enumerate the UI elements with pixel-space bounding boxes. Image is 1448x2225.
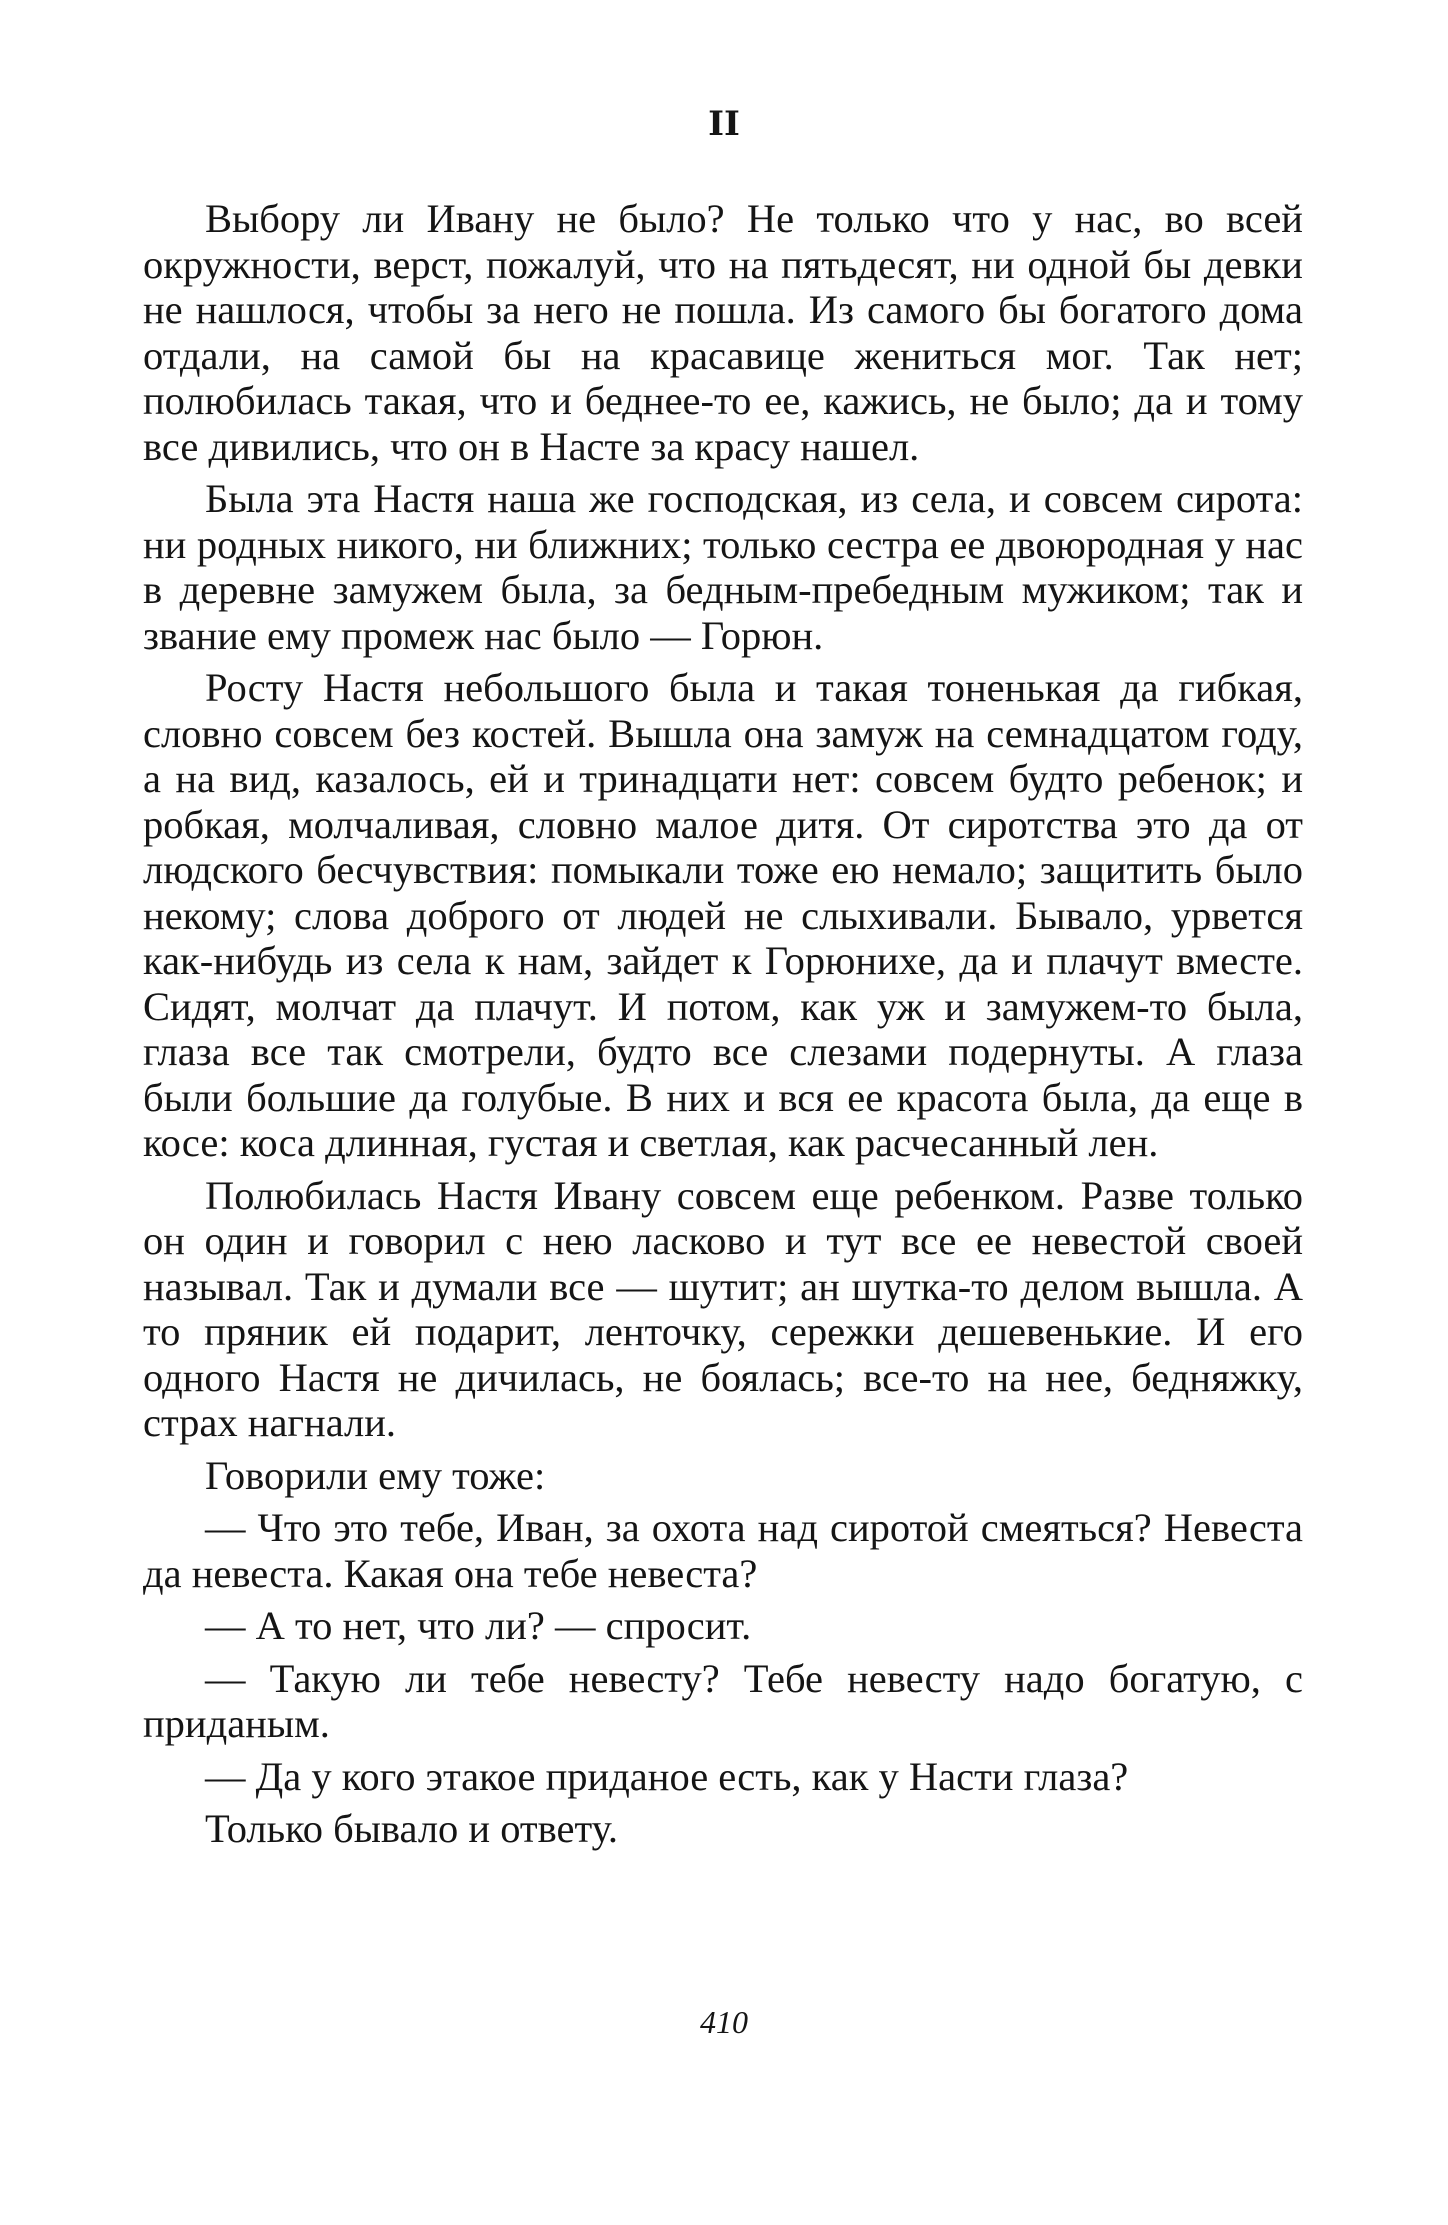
- body-text: [143, 196, 1303, 1852]
- paragraph: Только бывало и ответу.: [205, 1806, 618, 1851]
- paragraph: Была эта Настя наша же господская, из села, и совсем сирота: ни родных никого, ни ближних; только сестра ее двоюродная у нас в деревне замужем была, за бедным-пребедным мужиком; так и звание ему промеж нас было — Горюн.: [143, 476, 1303, 658]
- paragraph: Полюбилась Настя Ивану совсем еще ребенком. Разве только он один и говорил с нею ласково и тут все ее невестой своей называл. Так и думали все — шутит; ан шутка-то делом вышла. А то пряник ей подарит, ленточку, сережки дешевенькие. И его одного Настя не дичилась, не боялась; все-то на нее, бедняжку, страх нагнали.: [143, 1172, 1303, 1445]
- dialogue-line: — А то нет, что ли? — спросит.: [205, 1603, 752, 1648]
- paragraph: Говорили ему тоже:: [205, 1452, 546, 1498]
- paragraph: Росту Настя небольшого была и такая тоненькая да гибкая, словно совсем без костей. Вышла она замуж на семнадцатом году, а на вид, казалось, ей и тринадцати нет: совсем будто ребенок; и робкая, молчаливая, словно малое дитя. От сиротства это да от людского бесчувствия: помыкали тоже ею немало; защитить было некому; слова доброго от людей не слыхивали. Бывало, урвется как-нибудь из села к нам, зайдет к Горюнихе, да и плачут вместе. Сидят, молчат да плачут. И потом, как уж и замужем-то была, глаза все так смотрели, будто все слезами подернуты. А глаза были большие да голубые. В них и вся ее красота была, да еще в косе: коса длинная, густая и светлая, как расчесанный лен.: [143, 665, 1303, 1165]
- dialogue-line: — Такую ли тебе невесту? Тебе невесту надо богатую, с приданым.: [143, 1655, 1303, 1746]
- chapter-numeral: II: [708, 104, 740, 144]
- page-number: 410: [700, 2004, 748, 2040]
- dialogue-line: — Да у кого этакое приданое есть, как у Насти глаза?: [205, 1753, 1129, 1799]
- dialogue-line: — Что это тебе, Иван, за охота над сиротой смеяться? Невеста да невеста. Какая она тебе невеста?: [143, 1505, 1303, 1596]
- paragraph: Выбору ли Ивану не было? Не только что у нас, во всей окружности, верст, пожалуй, что на пятьдесят, ни одной бы девки не нашлося, чтобы за него не пошла. Из самого бы богатого дома отдали, на самой бы на красавице жениться мог. Так нет; полюбилась такая, что и беднее-то ее, кажись, не было; да и тому все дивились, что он в Насте за красу нашел.: [143, 196, 1303, 469]
